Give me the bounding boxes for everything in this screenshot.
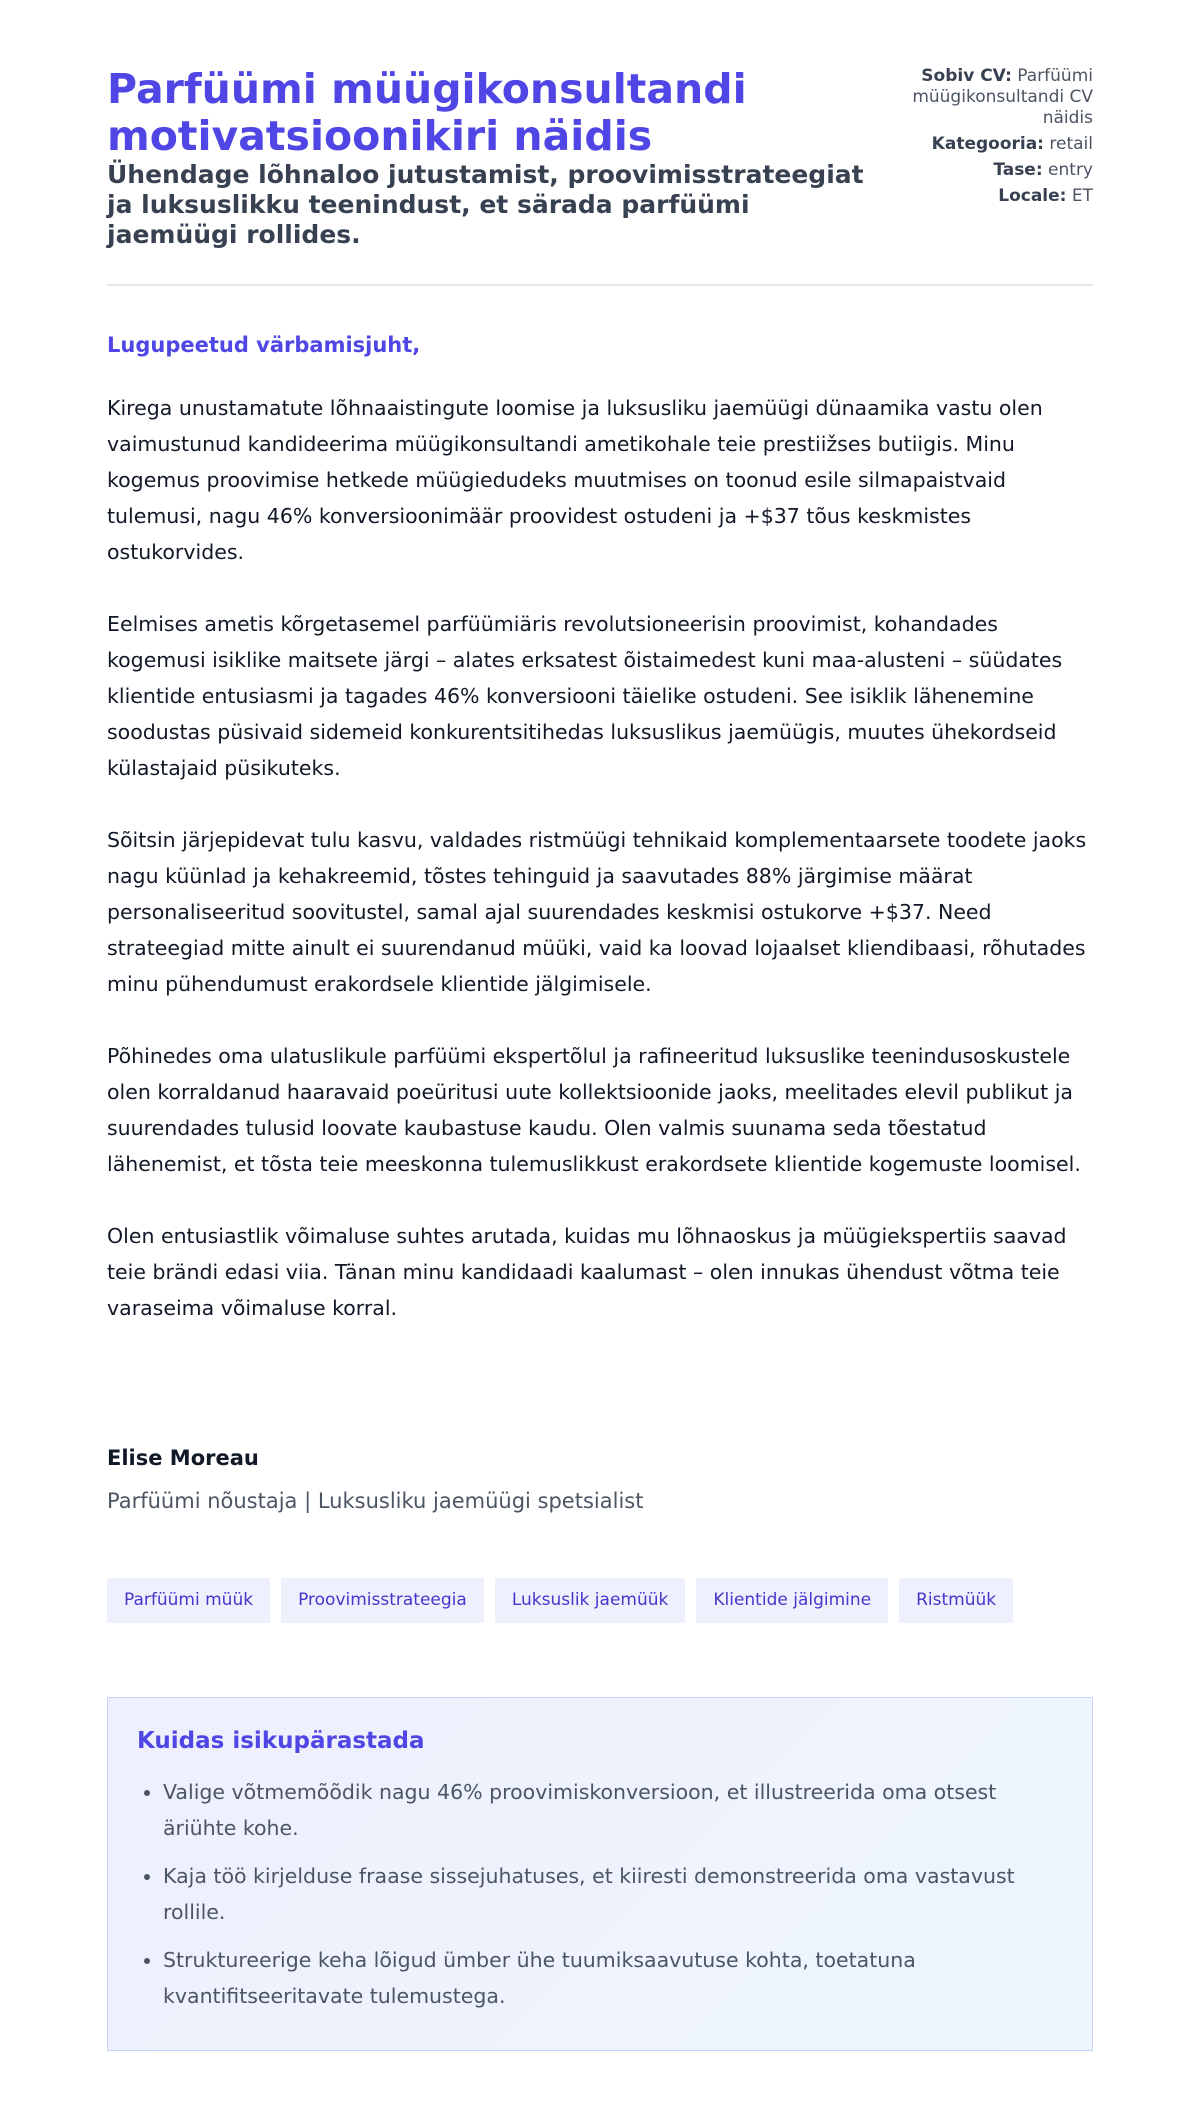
page-subtitle: Ühendage lõhnaloo jutustamist, proovimisstrateegiat ja luksuslikku teenindust, et särada parfüümi jaemüügi rollides.: [107, 160, 864, 249]
letter-salutation: Lugupeetud värbamisjuht,: [107, 333, 421, 357]
meta-category-label: Kategooria:: [931, 134, 1044, 154]
skill-tag: Ristmüük: [899, 1578, 1013, 1623]
skill-tag: Luksuslik jaemüük: [495, 1578, 686, 1623]
tip-item: • Kaja töö kirjelduse fraase sissejuhatuses, et kiiresti demonstreerida oma vastavust rollile.: [163, 1858, 1063, 1930]
letter-body: [107, 390, 1093, 1362]
signature-name: Elise Moreau: [107, 1446, 259, 1470]
tip-item: • Struktureerige keha lõigud ümber ühe tuumiksaavutuse kohta, toetatuna kvantifitseeritavate tulemustega.: [163, 1942, 1063, 2014]
personalize-tips-box: [107, 1697, 1093, 2051]
letter-paragraph: Olen entusiastlik võimaluse suhtes arutada, kuidas mu lõhnaoskus ja müügiekspertiis saavad teie brändi edasi viia. Tänan minu kandidaadi kaalumast – olen innukas ühendust võtma teie varaseima võimaluse korral.: [107, 1224, 1067, 1320]
meta-cv-value: Parfüümi müügikonsultandi CV näidis: [912, 66, 1093, 128]
meta-level-value: entry: [1048, 160, 1093, 180]
meta-level: [893, 160, 1093, 181]
meta-locale-value: ET: [1071, 186, 1093, 206]
letter-paragraph: Kirega unustamatute lõhnaaistingute loomise ja luksusliku jaemüügi dünaamika vastu olen vaimustunud kandideerima müügikonsultandi ametikohale teie prestiižses butiigis. Minu kogemus proovimise hetkede müügiedudeks muutmises on toonud esile silmapaistvaid tulemusi, nagu 46% konversioonimäär proovidest ostudeni ja +$37 tõus keskmistes ostukorvides.: [107, 396, 1043, 564]
skill-tag: Parfüümi müük: [107, 1578, 270, 1623]
skill-tags: [107, 1578, 1013, 1623]
page-title: Parfüümi müügikonsultandi motivatsioonikiri näidis: [107, 65, 747, 160]
skill-tag: Proovimisstrateegia: [281, 1578, 484, 1623]
meta-level-label: Tase:: [993, 160, 1043, 180]
signature-title: Parfüümi nõustaja | Luksusliku jaemüügi spetsialist: [107, 1489, 644, 1513]
page-header: [107, 66, 1093, 286]
meta-category-value: retail: [1049, 134, 1093, 154]
letter-paragraph: Sõitsin järjepidevat tulu kasvu, valdades ristmüügi tehnikaid komplementaarsete toodete jaoks nagu küünlad ja kehakreemid, tõstes tehinguid ja saavutades 88% järgimise määrat personaliseeritud soovitustel, samal ajal suurendades keskmisi ostukorve +$37. Need strateegiad mitte ainult ei suurendanud müüki, vaid ka loovad lojaalset kliendibaasi, rõhutades minu pühendumust erakordsele klientide jälgimisele.: [107, 828, 1087, 996]
meta-panel: [893, 66, 1093, 212]
tip-item: • Valige võtmemõõdik nagu 46% proovimiskonversioon, et illustreerida oma otsest äriühte kohe.: [163, 1774, 1063, 1846]
meta-cv: [893, 66, 1093, 129]
letter-paragraph: Eelmises ametis kõrgetasemel parfüümiäris revolutsioneerisin proovimist, kohandades kogemusi isiklike maitsete järgi – alates erksatest õistaimedest kuni maa-alusteni – süüdates klientide entusiasmi ja tagades 46% konversiooni täielike ostudeni. See isiklik lähenemine soodustas püsivaid sidemeid konkurentsitihedas luksuslikus jaemüügis, muutes ühekordseid külastajaid püsikuteks.: [107, 612, 1063, 780]
meta-locale-label: Locale:: [998, 186, 1067, 206]
meta-locale: [893, 186, 1093, 207]
meta-category: [893, 134, 1093, 155]
tips-title: Kuidas isikupärastada: [137, 1728, 425, 1754]
letter-paragraph: Põhinedes oma ulatuslikule parfüümi ekspertõlul ja rafineeritud luksuslike teenindusoskustele olen korraldanud haaravaid poeüritusi uute kollektsioonide jaoks, meelitades elevil publikut ja suurendades tulusid loovate kaubastuse kaudu. Olen valmis suunama seda tõestatud lähenemist, et tõsta teie meeskonna tulemuslikkust erakordsete klientide kogemuste loomisel.: [107, 1044, 1081, 1176]
tips-list: [137, 1774, 1063, 2014]
skill-tag: Klientide jälgimine: [696, 1578, 888, 1623]
meta-cv-label: Sobiv CV:: [921, 66, 1012, 86]
